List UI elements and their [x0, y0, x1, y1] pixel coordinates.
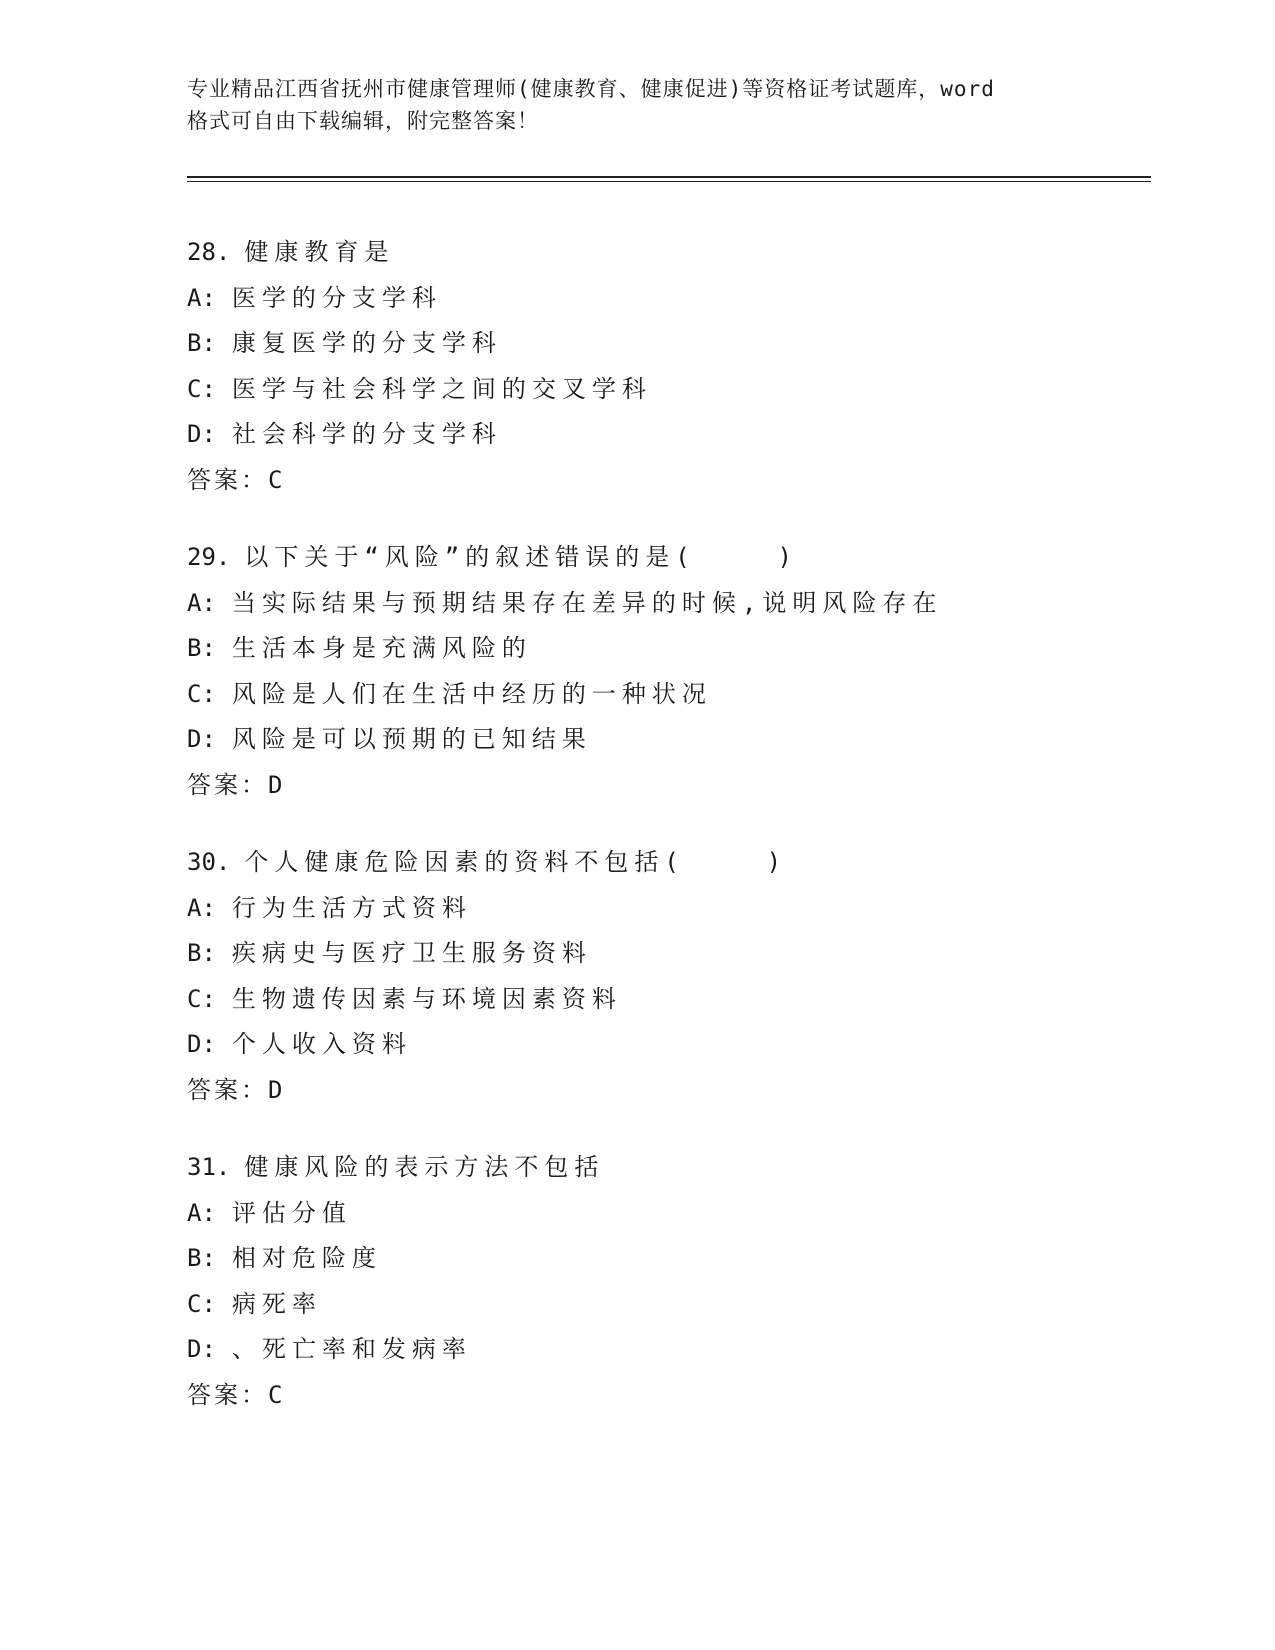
option-text: 风险是可以预期的已知结果 [231, 725, 592, 753]
answer-label: 答案： [187, 770, 268, 799]
question-number: 31. [187, 1153, 231, 1181]
question-29 [187, 535, 1147, 808]
answer-line [187, 763, 1147, 809]
option-a [187, 276, 1147, 322]
option-key: C: [187, 1289, 216, 1318]
answer-line [187, 1373, 1147, 1419]
option-key: D: [187, 725, 216, 753]
option-text: 相对危险度 [231, 1244, 382, 1272]
option-a [187, 581, 1147, 627]
option-text: 评估分值 [231, 1198, 352, 1227]
answer-value: C [268, 465, 286, 494]
question-number: 29. [187, 543, 231, 571]
question-stem [187, 1145, 1147, 1191]
question-text: 健康风险的表示方法不包括 [244, 1153, 605, 1181]
option-text: 医学与社会科学之间的交叉学科 [231, 374, 652, 403]
question-text: 以下关于“风险”的叙述错误的是( ) [244, 543, 798, 571]
option-b [187, 931, 1147, 977]
option-key: A: [187, 893, 216, 922]
option-text: 行为生活方式资料 [231, 893, 472, 922]
option-text: 病死率 [231, 1289, 322, 1318]
option-b [187, 626, 1147, 672]
option-key: B: [187, 939, 216, 967]
option-key: C: [187, 679, 216, 708]
answer-value: D [268, 1075, 286, 1104]
option-key: B: [187, 1244, 216, 1272]
question-28 [187, 230, 1147, 503]
option-key: A: [187, 588, 216, 617]
option-c [187, 672, 1147, 718]
header-rule-thin [187, 181, 1151, 182]
option-c [187, 367, 1147, 413]
option-text: 社会科学的分支学科 [231, 420, 502, 448]
option-b [187, 1236, 1147, 1282]
option-text: 当实际结果与预期结果存在差异的时候,说明风险存在 [231, 588, 943, 617]
answer-line [187, 458, 1147, 504]
option-text: 康复医学的分支学科 [231, 329, 502, 357]
option-key: A: [187, 1198, 216, 1227]
option-key: C: [187, 374, 216, 403]
option-text: 风险是人们在生活中经历的一种状况 [231, 679, 712, 708]
option-key: B: [187, 634, 216, 662]
question-number: 28. [187, 238, 231, 266]
question-stem [187, 840, 1147, 886]
question-30 [187, 840, 1147, 1113]
option-key: B: [187, 329, 216, 357]
option-a [187, 886, 1147, 932]
option-b [187, 321, 1147, 367]
option-d [187, 412, 1147, 458]
question-text: 个人健康危险因素的资料不包括( ) [244, 848, 788, 876]
option-a [187, 1191, 1147, 1237]
option-c [187, 977, 1147, 1023]
header-line-2: 格式可自由下载编辑，附完整答案！ [187, 109, 539, 133]
answer-label: 答案： [187, 1380, 268, 1409]
option-d [187, 1327, 1147, 1373]
header-rule-thick [187, 176, 1151, 178]
question-31 [187, 1145, 1147, 1418]
answer-value: C [268, 1380, 286, 1409]
option-text: 生物遗传因素与环境因素资料 [231, 984, 622, 1013]
option-text: 、死亡率和发病率 [231, 1335, 472, 1363]
option-c [187, 1282, 1147, 1328]
question-stem [187, 230, 1147, 276]
document-header [187, 73, 1087, 137]
option-text: 个人收入资料 [231, 1030, 412, 1058]
header-line-1: 专业精品江西省抚州市健康管理师(健康教育、健康促进)等资格证考试题库，word [187, 77, 995, 101]
answer-label: 答案： [187, 1075, 268, 1104]
option-key: D: [187, 420, 216, 448]
option-d [187, 1022, 1147, 1068]
answer-value: D [268, 770, 286, 799]
option-key: D: [187, 1335, 216, 1363]
question-number: 30. [187, 848, 231, 876]
option-text: 医学的分支学科 [231, 283, 442, 312]
answer-line [187, 1068, 1147, 1114]
option-key: D: [187, 1030, 216, 1058]
option-text: 疾病史与医疗卫生服务资料 [231, 939, 592, 967]
option-d [187, 717, 1147, 763]
answer-label: 答案： [187, 465, 268, 494]
option-key: A: [187, 283, 216, 312]
option-key: C: [187, 984, 216, 1013]
option-text: 生活本身是充满风险的 [231, 634, 532, 662]
question-stem [187, 535, 1147, 581]
question-text: 健康教育是 [244, 238, 395, 266]
